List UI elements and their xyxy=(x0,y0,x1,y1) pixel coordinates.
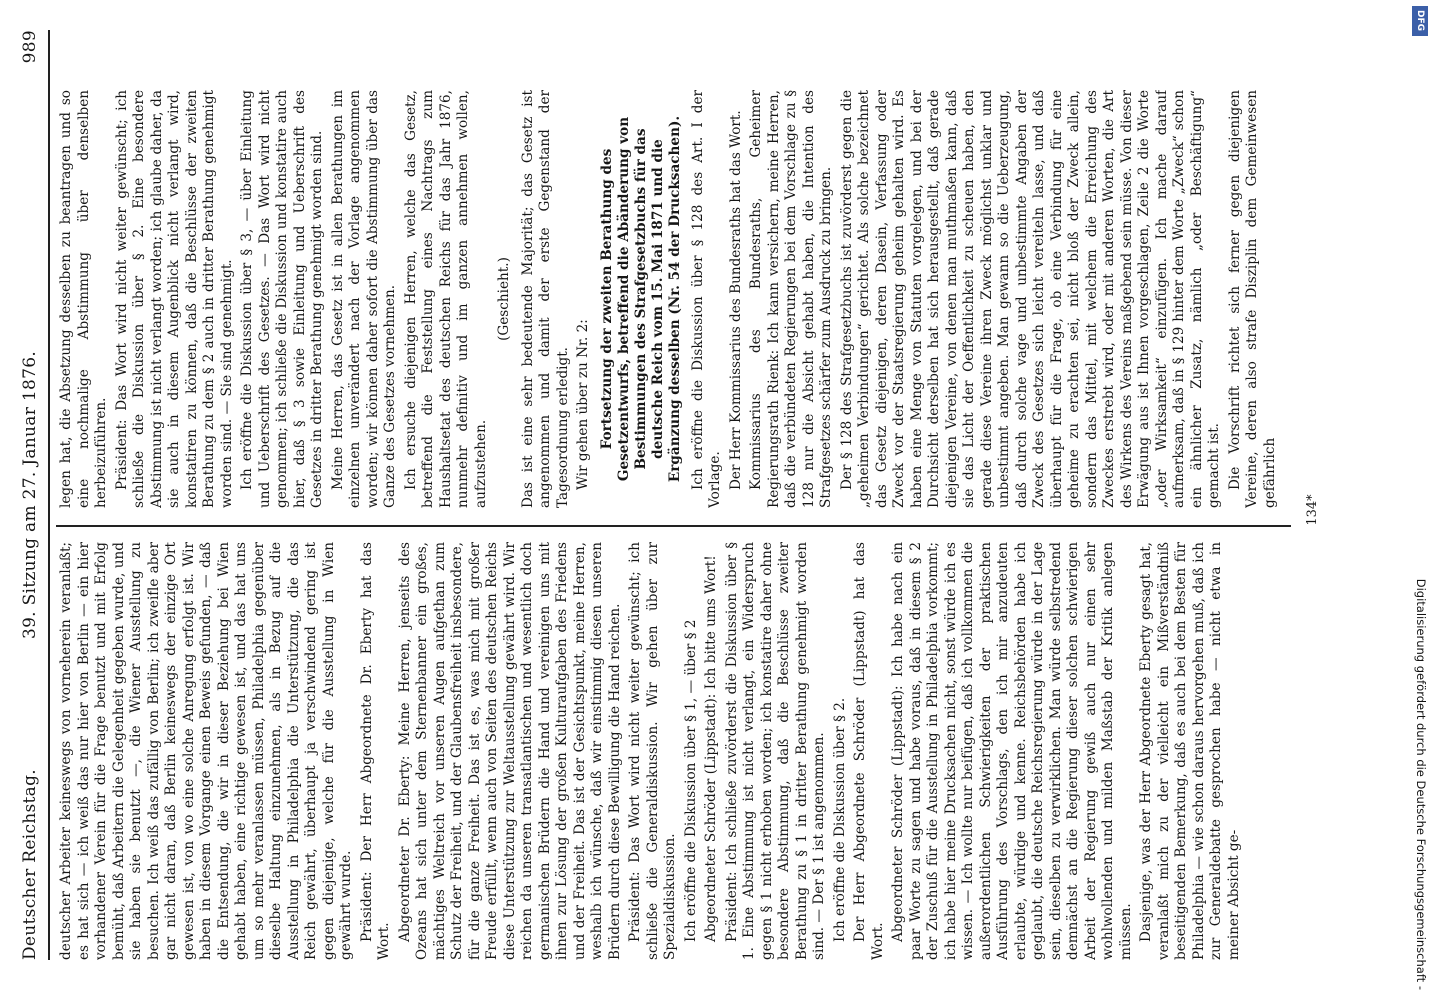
paragraph: Wir gehen über zu Nr. 2: xyxy=(575,319,591,490)
page-header xyxy=(18,30,44,960)
paragraph: Der § 128 des Strafgesetzbuchs ist zuvörderst gegen die „geheimen Verbindungen“ gerichtet. Als solche bezeichnet das Gesetz diejenigen, deren Dasein, Verfassung oder Zweck vor der Staatsregierung geheim gehalten wird. Es haben eine Menge von Statuten vorgelegen, und bei der Durchsicht derselben hat sich herausgestellt, daß gerade diejenigen Vereine, von denen man muthmaßen kann, daß sie das Licht der Oeffentlichkeit zu scheuen haben, den gerade diese Vereine ihren Zweck möglichst unklar und unbestimmt angeben. Man gewann so die Ueberzeugung, daß durch solche vage und unbestimmte Angaben der Zweck des Gesetzes sich leicht vereiteln lasse, und daß überhaupt für die Frage, ob eine Verbindung für eine geheime zu erachten sei, nicht bloß der Zweck allein, sondern das Mittel, mit welchem die Erreichung des Zweckes erstrebt wird, oder mit anderen Worten, die Art des Wirkens des Vereins maßgebend sein müsse. Von dieser Erwägung aus ist Ihnen vorgeschlagen, Zeile 2 die Worte „oder Wirksamkeit“ einzufügen. Ich mache darauf aufmerksam, daß in § 129 hinter dem Worte „Zweck“ schon ein ähnlicher Zusatz, nämlich „oder Beschäftigung“ gemacht ist. xyxy=(838,90,1222,508)
left-column xyxy=(58,542,1308,960)
paragraph: Dasjenige, was der Herr Abgeordnete Eberty gesagt hat, veranlaßt mich zu der vielleicht ein Mißverständniß beseitigenden Bemerkung, daß es auch bei dem Besten für Philadelphia — wie schon daraus hervorgehen muß, daß ich zur Generaldebatte gesprochen habe — nicht etwa in meiner Absicht ge- xyxy=(1138,542,1242,960)
header-publication: Deutscher Reichstag. xyxy=(20,769,40,960)
signature-mark-wrap xyxy=(1305,480,1325,540)
dfg-credit-strip xyxy=(1410,0,1432,1000)
paragraph: Ich ersuche diejenigen Herren, welche das Gesetz, betreffend die Feststellung eines Nachtrags zum Haushaltsetat des deutschen Reichs für das Jahr 1876, nunmehr definitiv und im ganzen annehmen wollen, aufzustehen. xyxy=(402,90,489,508)
paragraph: Kommissarius des Bundesraths, Geheimer Regierungsrath Rienk: Ich kann versichern, meine Herren, daß die verbündeten Regierungen bei dem Vorschlage zu § 128 nur die Absicht gehabt haben, die Intention des Strafgesetzes schärfer zum Ausdruck zu bringen. xyxy=(748,90,834,508)
paragraph: Die Vorschrift richtet sich ferner gegen diejenigen Vereine, deren also strafe Disziplin dem Gemeinwesen gefährlich xyxy=(1226,90,1278,508)
paragraph: Präsident: Der Herr Abgeordnete Dr. Eberty hat das Wort. xyxy=(358,542,392,960)
paragraph: Präsident: Ich schließe zuvörderst die Diskussion über § 1. Eine Abstimmung ist nicht verlangt, ein Widerspruch gegen § 1 nicht erhoben worden; ich konstatire daher ohne besondere Abstimmung, daß die Beschlüsse zweiter Berathung zu § 1 in dritter Berathung genehmigt worden sind. — Der § 1 ist angenommen. xyxy=(723,542,827,960)
paragraph: Abgeordneter Schröder (Lippstadt): Ich bitte ums Wort! xyxy=(703,555,719,942)
signature-mark: 134* xyxy=(1305,494,1320,526)
page-number: 989 xyxy=(20,30,40,64)
dfg-credit-text: Digitalisierung gefördert durch die Deutsche Forschungsgemeinschaft - xyxy=(1414,578,1428,990)
paragraph: Abgeordneter Schröder (Lippstadt): Ich habe nach ein paar Worte zu sagen und habe voraus, daß in diesem § 2 der Zuschuß für die Ausstellung in Philadelphia vorkommt; ich habe hier meine Drucksachen nicht, sonst würde ich es wissen. — Ich wollte nur beifügen, daß ich vollkommen die außerordentlichen Schwierigkeiten der praktischen Ausführung des Vorschlags, den ich mir anzudeuten erlaubte, würdige und kenne. Reichsbehörden habe ich geglaubt, die deutsche Reichsregierung würde in der Lage sein, dieselben zu verwirklichen. Man würde selbstredend demnächst an die Regierung dieser solchen schwierigen Arbeit der Regierung gewiß auch nur einen sehr wohlwollenden und milden Maßstab der Kritik anlegen müssen. xyxy=(890,542,1134,960)
paragraph: Präsident: Das Wort wird nicht weiter gewünscht; ich schließe die Diskussion über § 2. Eine besondere Abstimmung ist nicht verlangt worden; ich glaube daher, da sie auch in diesem Augenblick nicht verlangt wird, konstatiren zu können, daß die Beschlüsse der zweiten Berathung zu dem § 2 auch in dritter Berathung genehmigt worden sind. — Sie sind genehmigt. xyxy=(113,90,235,508)
stage-direction: (Geschieht.) xyxy=(496,257,512,341)
paragraph: Ich eröffne die Diskussion über § 3, — über Einleitung und Ueberschrift des Gesetzes. — Das Wort wird nicht genommen; ich schließe die Diskussion und konstatire auch hier, daß § 3 sowie Einleitung und Ueberschrift des Gesetzes in dritter Berathung genehmigt worden sind. xyxy=(239,90,325,508)
paragraph: Der Herr Abgeordnete Schröder (Lippstadt) hat das Wort. xyxy=(852,542,886,960)
header-session: 39. Sitzung am 27. Januar 1876. xyxy=(20,350,40,640)
right-column xyxy=(58,90,1308,508)
paragraph: Ich eröffne die Diskussion über § 1, — über § 2 xyxy=(682,619,699,942)
paragraph: Ich eröffne die Diskussion über § 128 des Art. I der Vorlage. xyxy=(689,90,723,508)
paragraph: Der Herr Kommissarius des Bundesraths hat das Wort. xyxy=(727,110,744,490)
paragraph: Abgeordneter Dr. Eberty: Meine Herren, jenseits des Ozeans hat sich unter dem Sternenbanner ein großes, mächtiges Weltreich vor unseren Augen aufgethan zum Schutz der Freiheit, und der Glaubensfreiheit insbesondere, für die ganze Freiheit. Das ist es, was mich mit großer Freude erfüllt, wenn auch von Seiten des deutschen Reichs diese Unterstützung zur Weltausstellung gewährt wird. Wir reichen da unseren transatlantischen und wesentlich doch germanischen Brüdern die Hand und vereinigen uns mit ihnen zur Lösung der großen Kulturaufgaben des Friedens und der Freiheit. Das ist der Gesichtspunkt, meine Herren, weshalb ich wünsche, daß wir einstimmig diesen unseren Brüdern durch diese Bewilligung die Hand reichen. xyxy=(396,542,623,960)
column-divider xyxy=(56,525,1291,527)
paragraph: Präsident: Das Wort wird nicht weiter gewünscht; ich schließe die Generaldiskussion. Wir gehen über zur Spezialdiskussion. xyxy=(627,542,678,960)
paragraph: Das ist eine sehr bedeutende Majorität; das Gesetz ist angenommen und damit der erste Gegenstand der Tagesordnung erledigt. xyxy=(519,90,571,508)
agenda-heading: Fortsetzung der zweiten Berathung des Gesetzentwurfs, betreffend die Abänderung von Bestimmungen des Strafgesetzbuchs für das deutsche Reich vom 15. Mai 1871 und die Ergänzung desselben (Nr. 54 der Drucksachen). xyxy=(598,115,683,483)
dfg-logo: DFG xyxy=(1412,6,1428,36)
paragraph: Meine Herren, das Gesetz ist in allen Berathungen im einzelnen unverändert nach der Vorlage angenommen worden; wir können daher sofort die Abstimmung über das Ganze des Gesetzes vornehmen. xyxy=(329,90,398,508)
header-rule xyxy=(48,30,50,960)
paragraph: legen hat, die Absetzung desselben zu beantragen und so eine nochmalige Abstimmung über denselben herbeizuführen. xyxy=(58,90,109,508)
paragraph: Ich eröffne die Diskussion über § 2. xyxy=(831,697,848,942)
paragraph: deutscher Arbeiter keineswegs von vorneherein veranlaßt; es hat sich — ich weiß das nur hier von Berlin — ein hier vorhandener Verein für die Frage benutzt und mit Erfolg bemüht, daß Arbeitern die Gelegenheit gegeben wurde, und sie haben sie benutzt —, die Wiener Ausstellung zu besuchen. Ich weiß das zufällig von Berlin; ich zweifle aber gar nicht daran, daß Berlin keineswegs der einzige Ort gewesen ist, von wo eine solche Anregung erfolgt ist. Wir haben in diesem Vorgange einen Beweis gefunden, — daß die Entsendung, die wir in dieser Beziehung bei Wien gehabt haben, eine richtige gewesen ist, und das hat uns um so mehr veranlassen müssen, Philadelphia gegenüber dieselbe Haltung einzunehmen, als in Bezug auf die Ausstellung in Philadelphia die Unterstützung, die das Reich gewährt, überhaupt ja verschwindend gering ist gegen diejenige, welche für die Ausstellung in Wien gewährt wurde. xyxy=(58,542,354,960)
